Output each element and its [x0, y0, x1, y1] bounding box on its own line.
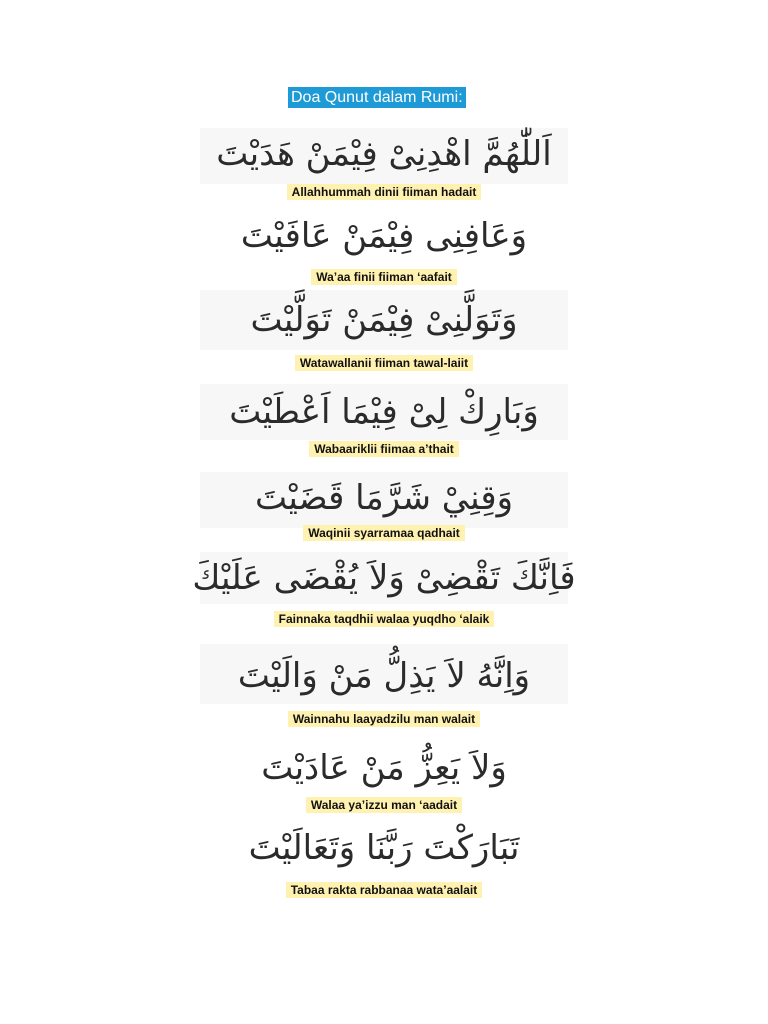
latin-line-3: Watawallanii fiiman tawal-laiit: [295, 355, 473, 371]
arabic-line-9: تَبَارَكْتَ رَبَّنَا وَتَعَالَيْتَ: [248, 828, 520, 868]
latin-line-6-wrap: [0, 610, 768, 628]
latin-line-5: Waqinii syarramaa qadhait: [303, 525, 465, 541]
arabic-line-6: فَاِنَّكَ تَقْضِىْ وَلاَ يُقْضَى عَلَيْكَ: [192, 558, 576, 598]
latin-line-5-wrap: [0, 524, 768, 542]
latin-line-8: Walaa ya’izzu man ‘aadait: [306, 797, 462, 813]
arabic-line-7: وَاِنَّهُ لاَ يَذِلُّ مَنْ وَالَيْتَ: [237, 656, 531, 696]
latin-line-3-wrap: [0, 354, 768, 372]
arabic-line-4: وَبَارِكْ لِىْ فِيْمَا اَعْطَيْتَ: [229, 392, 539, 432]
latin-line-7-wrap: [0, 710, 768, 728]
latin-line-8-wrap: [0, 796, 768, 814]
arabic-line-5: وَقِنِيْ شَرَّمَا قَضَيْتَ: [254, 478, 514, 518]
arabic-line-8: وَلاَ يَعِزُّ مَنْ عَادَيْتَ: [261, 748, 507, 788]
arabic-line-1: اَللّٰهُمَّ اهْدِنِىْ فِيْمَنْ هَدَيْتَ: [216, 134, 552, 174]
latin-line-1: Allahhummah dinii fiiman hadait: [287, 184, 482, 200]
latin-line-2-wrap: [0, 268, 768, 286]
latin-line-6: Fainnaka taqdhii walaa yuqdho ‘alaik: [274, 611, 495, 627]
latin-line-2: Wa’aa finii fiiman ‘aafait: [311, 269, 457, 285]
latin-line-1-wrap: [0, 183, 768, 201]
latin-line-9-wrap: [0, 881, 768, 899]
latin-line-7: Wainnahu laayadzilu man walait: [288, 711, 480, 727]
latin-line-4: Wabaariklii fiimaa a’thait: [309, 441, 459, 457]
arabic-line-2: وَعَافِنِى فِيْمَنْ عَافَيْتَ: [240, 216, 528, 256]
latin-line-4-wrap: [0, 440, 768, 458]
page-heading: Doa Qunut dalam Rumi:: [288, 87, 466, 108]
latin-line-9: Tabaa rakta rabbanaa wata’aalait: [286, 882, 483, 898]
arabic-line-3: وَتَوَلَّنِىْ فِيْمَنْ تَوَلَّيْتَ: [250, 300, 518, 340]
